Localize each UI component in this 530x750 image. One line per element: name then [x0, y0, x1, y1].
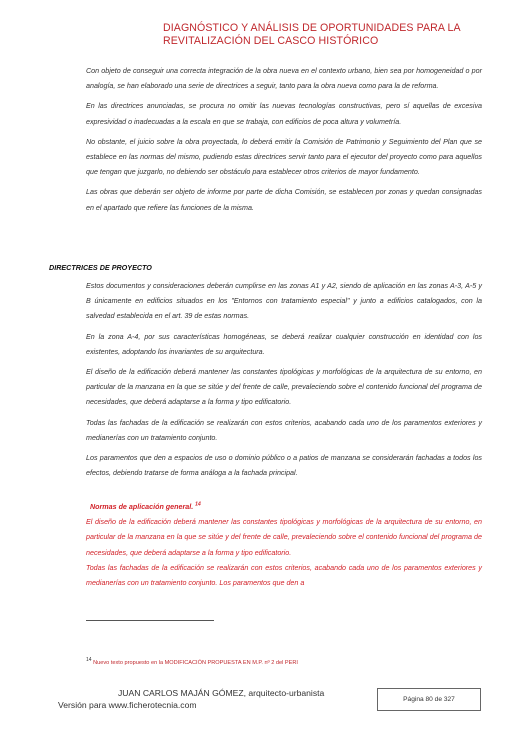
directive-paragraph: Todas las fachadas de la edificación se realizarán con estos criterios, acabando cada uno de los paramentos exteriores y medianerías con un tratamiento conjunto. [86, 418, 482, 442]
amendment-title-text: Normas de aplicación general. [90, 503, 194, 511]
footnote [86, 657, 298, 666]
amendment-paragraph: El diseño de la edificación deberá mantener las constantes tipológicas y morfológicas de la arquitectura de su entorno, en particular de la manzana en la que se sitúe y del frente de calle, prevaleciendo sobre el contenido funcional del programa de necesidades, que deberá adaptarse a la forma y tipo edificatorio. [86, 518, 482, 557]
amendment-paragraph: Todas las fachadas de la edificación se realizarán con estos criterios, acabando cada uno de los paramentos exteriores y medianerías con un tratamiento conjunto. Los paramentos que den a [86, 563, 482, 588]
intro-paragraph: Las obras que deberán ser objeto de informe por parte de dicha Comisión, se establecen por zonas y quedan consignadas en el apartado que refiere las funciones de la misma. [86, 188, 482, 212]
footnote-divider [86, 620, 214, 621]
intro-section [86, 64, 482, 221]
amendment-block [86, 500, 482, 591]
intro-paragraph: Con objeto de conseguir una correcta integración de la obra nueva en el contexto urbano, bien sea por homogeneidad o por analogía, se han elaborado una serie de directrices a seguir, tanto para la obra nueva como para la de reforma. [86, 67, 482, 91]
section-heading: DIRECTRICES DE PROYECTO [49, 263, 152, 272]
header-title-line1: DIAGNÓSTICO Y ANÁLISIS DE OPORTUNIDADES PARA LA [163, 22, 461, 34]
directive-paragraph: En la zona A-4, por sus características homogéneas, se deberá realizar cualquier construcción en identidad con los existentes, adoptando los invariantes de su arquitectura. [86, 332, 482, 356]
footnote-ref[interactable]: 14 [195, 501, 201, 508]
page-number: Página 80 de 327 [377, 688, 481, 711]
footnote-text: Nuevo texto propuesto en la MODIFICACIÓN PROPUESTA EN M.P. nº 2 del PERI [93, 660, 298, 666]
footer-website: Versión para www.ficherotecnia.com [58, 700, 197, 710]
directive-paragraph: Estos documentos y consideraciones deberán cumplirse en las zonas A1 y A2, siendo de aplicación en las zonas A-3, A-5 y B únicamente en edificios situados en los "Entornos con tratamiento especial" y junto a edificios catalogados, con la salvedad establecida en el art. 39 de estas normas. [86, 282, 482, 321]
directive-paragraph: El diseño de la edificación deberá mantener las constantes tipológicas y morfológicas de la arquitectura de su entorno, en particular de la manzana en la que se sitúe y del frente de calle, prevaleciendo sobre el contenido funcional del programa de necesidades, que deberá adaptarse a la forma y tipo edificatorio. [86, 368, 482, 407]
amendment-title [86, 500, 482, 515]
directive-paragraph: Los paramentos que den a espacios de uso o dominio público o a patios de manzana se considerarán fachadas a todos los efectos, debiendo tratarse de forma análoga a la fachada principal. [86, 454, 482, 478]
intro-paragraph: No obstante, el juicio sobre la obra proyectada, lo deberá emitir la Comisión de Patrimonio y Seguimiento del Plan que se establece en las normas del mismo, pudiendo estas directrices servir tanto para el ejecutor del proyecto como para aquellos que tengan que juzgarlo, no debiendo ser obstáculo para establecer otros criterios de mayor fundamento. [86, 137, 482, 177]
document-header [163, 22, 503, 48]
intro-paragraph: En las directrices anunciadas, se procura no omitir las nuevas tecnologías constructivas, pero sí aquellas de excesiva expresividad o inadecuadas a la escala en que se trabaja, con edificios de poca altura y volumetría. [86, 102, 482, 126]
footnote-number: 14 [86, 657, 92, 664]
footer-author: JUAN CARLOS MAJÁN GÓMEZ, arquitecto-urbanista [118, 688, 325, 698]
header-title-line2: REVITALIZACIÓN DEL CASCO HISTÓRICO [163, 35, 379, 47]
directives-section [86, 279, 482, 486]
